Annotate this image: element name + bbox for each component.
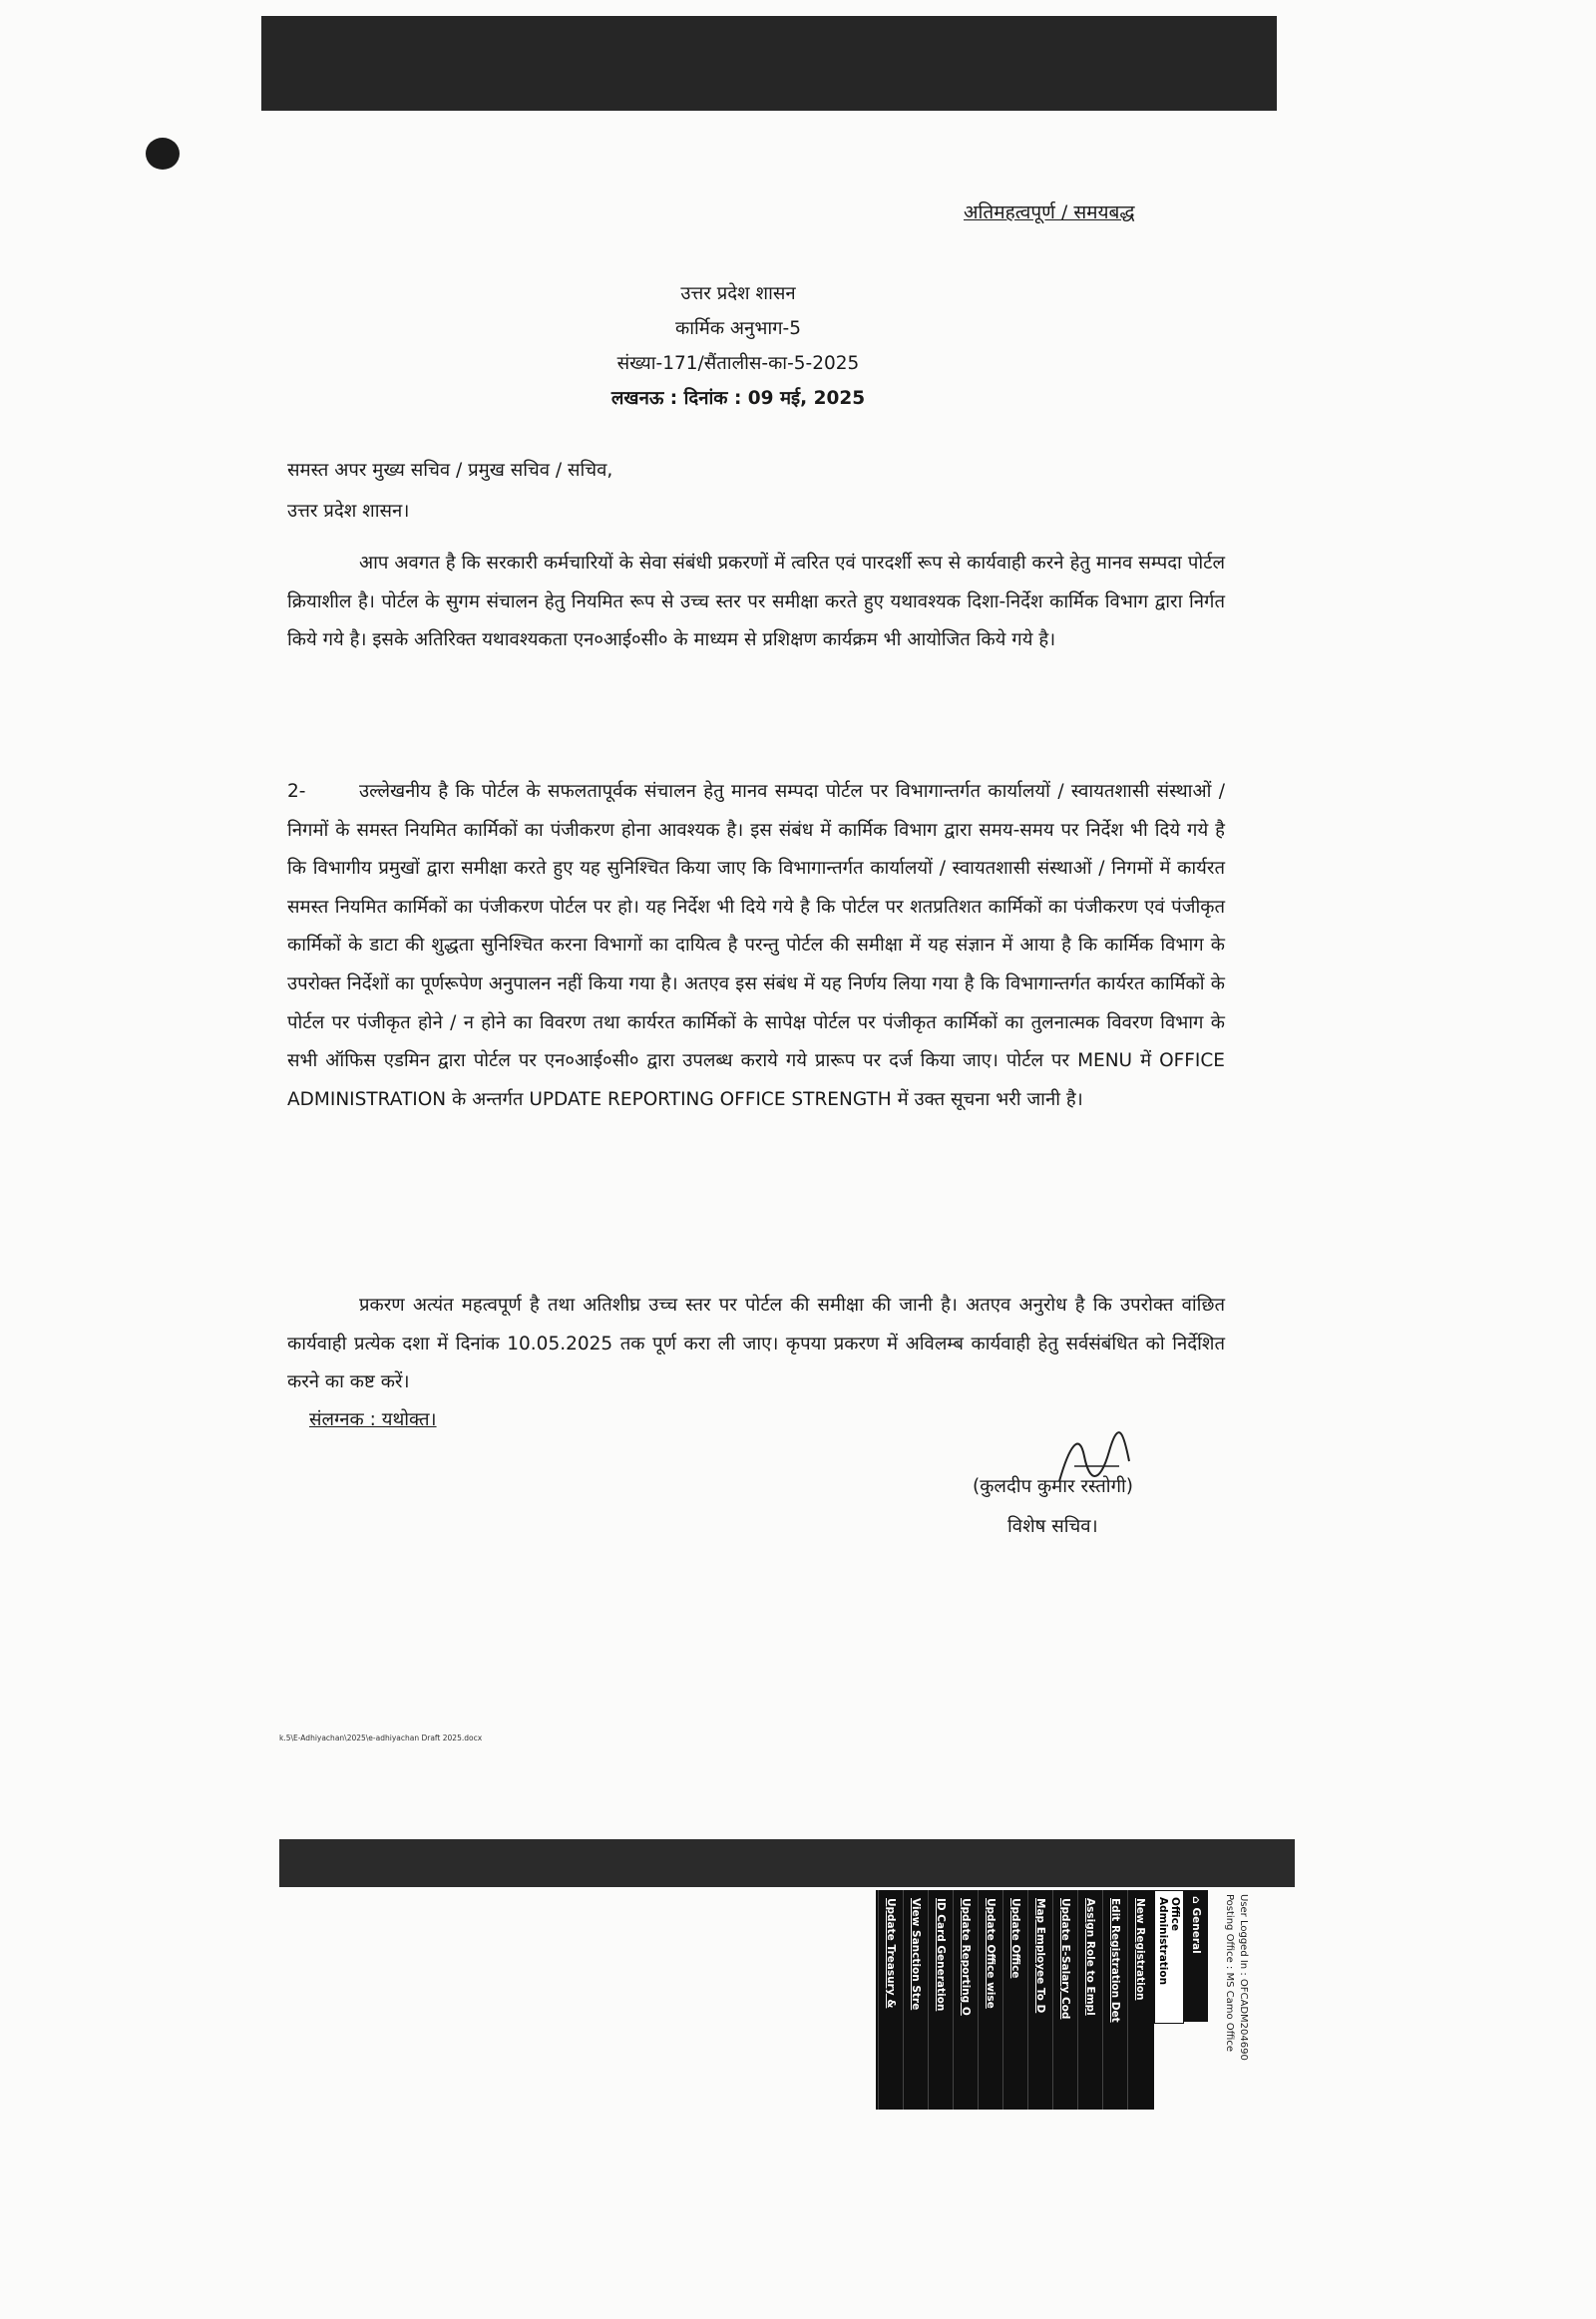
menu-general[interactable]: ⌂ General: [1184, 1890, 1208, 2022]
portal-menu-screenshot: [768, 1890, 1252, 2169]
govt-name: उत्तर प्रदेश शासन: [680, 283, 796, 304]
menu-item-update-esalary[interactable]: Update E-Salary Cod: [1052, 1890, 1077, 2110]
addressee-line-2: उत्तर प्रदेश शासन।: [287, 501, 410, 522]
menu-item-update-office[interactable]: Update Office: [1002, 1890, 1027, 2110]
paragraph-2-text: उल्लेखनीय है कि पोर्टल के सफलतापूर्वक संचालन हेतु मानव सम्पदा पोर्टल पर विभागान्तर्गत कार्यालयों / स्वायतशासी संस्थाओं / निगमों के समस्त नियमित कार्मिकों का पंजीकरण होना आवश्यक है। इस संबंध में कार्मिक विभाग द्वारा समय-समय पर निर्देश भी दिये गये है कि विभागीय प्रमुखों द्वारा समीक्षा करते हुए यह सुनिश्चित किया जाए कि विभागान्तर्गत कार्यालयों / स्वायतशासी संस्थाओं / निगमों में कार्यरत समस्त नियमित कार्मिकों का पंजीकरण पोर्टल पर हो। यह निर्देश भी दिये गये है कि पोर्टल पर शतप्रतिशत कार्मिकों का पंजीकरण एवं पंजीकृत कार्मिकों के डाटा की शुद्धता सुनिश्चित करना विभागों का दायित्व है परन्तु पोर्टल की समीक्षा में यह संज्ञान में आया है कि कार्मिक विभाग के उपरोक्त निर्देशों का पूर्णरूपेण अनुपालन नहीं किया गया है। अतएव इस संबंध में यह निर्णय लिया गया है कि विभागान्तर्गत कार्यरत कार्मिकों के पोर्टल पर पंजीकृत होने / न होने का विवरण तथा कार्यरत कार्मिकों के सापेक्ष पोर्टल पर पंजीकृत कार्मिकों का तुलनात्मक विवरण विभाग के सभी ऑफिस एडमिन द्वारा पोर्टल पर एन०आई०सी० द्वारा उपलब्ध कराये गये प्रारूप पर दर्ज किया जाए। पोर्टल पर MENU में OFFICE ADMINISTRATION के अन्तर्गत UPDATE REPORTING OFFICE STRENGTH में उक्त सूचना भरी जानी है।: [287, 781, 1225, 1110]
menu-item-id-card-generation[interactable]: ID Card Generation: [928, 1890, 953, 2110]
home-icon: ⌂: [1190, 1896, 1202, 1904]
signatory-designation: विशेष सचिव।: [1007, 1516, 1098, 1537]
letter-header: [559, 276, 918, 416]
punch-hole: [146, 138, 180, 170]
file-path: k.5\E-Adhiyachan\2025\e-adhiyachan Draft 2025.docx: [279, 1734, 483, 1742]
menu-item-update-reporting-office[interactable]: Update Reporting O: [953, 1890, 978, 2110]
paragraph-3-text: प्रकरण अत्यंत महत्वपूर्ण है तथा अतिशीघ्र उच्च स्तर पर पोर्टल की समीक्षा की जानी है। अतएव अनुरोध है कि उपरोक्त वांछित कार्यवाही प्रत्येक दशा में दिनांक 10.05.2025 तक पूर्ण करा ली जाए। कृपया प्रकरण में अविलम्ब कार्यवाही हेतु सर्वसंबंधित को निर्देशित करने का कष्ट करें।: [287, 1295, 1225, 1393]
office-admin-submenu: [876, 1890, 1154, 2110]
reference-number: संख्या-171/सैंतालीस-का-5-2025: [616, 353, 860, 374]
signatory-name: (कुलदीप कुमार रस्तोगी): [973, 1476, 1134, 1497]
bottom-scan-bar: [279, 1839, 1295, 1887]
menu-office-administration[interactable]: Office Administration: [1154, 1890, 1184, 2024]
addressee-line-1: समस्त अपर मुख्य सचिव / प्रमुख सचिव / सचिव,: [287, 460, 613, 481]
menu-item-new-registration[interactable]: New Registration: [1127, 1890, 1152, 2110]
paragraph-1: [287, 545, 1225, 660]
section-name: कार्मिक अनुभाग-5: [674, 318, 801, 339]
menu-item-edit-registration[interactable]: Edit Registration Det: [1102, 1890, 1127, 2110]
letter-date: लखनऊ : दिनांक : 09 मई, 2025: [610, 388, 866, 409]
portal-user-info: [1208, 1890, 1252, 2319]
paragraph-2-number: 2-: [287, 781, 306, 802]
posting-office: Posting Office : MS Camo Office: [1224, 1894, 1235, 2052]
menu-item-update-office-wise[interactable]: Update Office wise: [978, 1890, 1002, 2110]
menu-item-assign-role[interactable]: Assign Role to Empl: [1077, 1890, 1102, 2110]
priority-marking: अतिमहत्वपूर्ण / समयबद्ध: [964, 201, 1135, 223]
paragraph-2: [287, 773, 1225, 1119]
menu-item-update-treasury[interactable]: Update Treasury &: [878, 1890, 903, 2110]
top-scan-bar: [261, 16, 1277, 111]
menu-item-map-employee[interactable]: Map Employee To D: [1027, 1890, 1052, 2110]
paragraph-1-text: आप अवगत है कि सरकारी कर्मचारियों के सेवा संबंधी प्रकरणों में त्वरित एवं पारदर्शी रूप से कार्यवाही करने हेतु मानव सम्पदा पोर्टल क्रियाशील है। पोर्टल के सुगम संचालन हेतु नियमित रूप से उच्च स्तर पर समीक्षा करते हुए यथावश्यक दिशा-निर्देश कार्मिक विभाग द्वारा निर्गत किये गये है। इसके अतिरिक्त यथावश्यकता एन०आई०सी० के माध्यम से प्रशिक्षण कार्यक्रम भी आयोजित किये गये है।: [287, 553, 1225, 651]
enclosure-note: संलग्नक : यथोक्त।: [309, 1409, 437, 1430]
user-logged-in: User Logged In : OFCADM204690: [1238, 1894, 1249, 2061]
menu-item-view-sanction[interactable]: View Sanction Stre: [903, 1890, 928, 2110]
paragraph-3: [287, 1287, 1225, 1402]
